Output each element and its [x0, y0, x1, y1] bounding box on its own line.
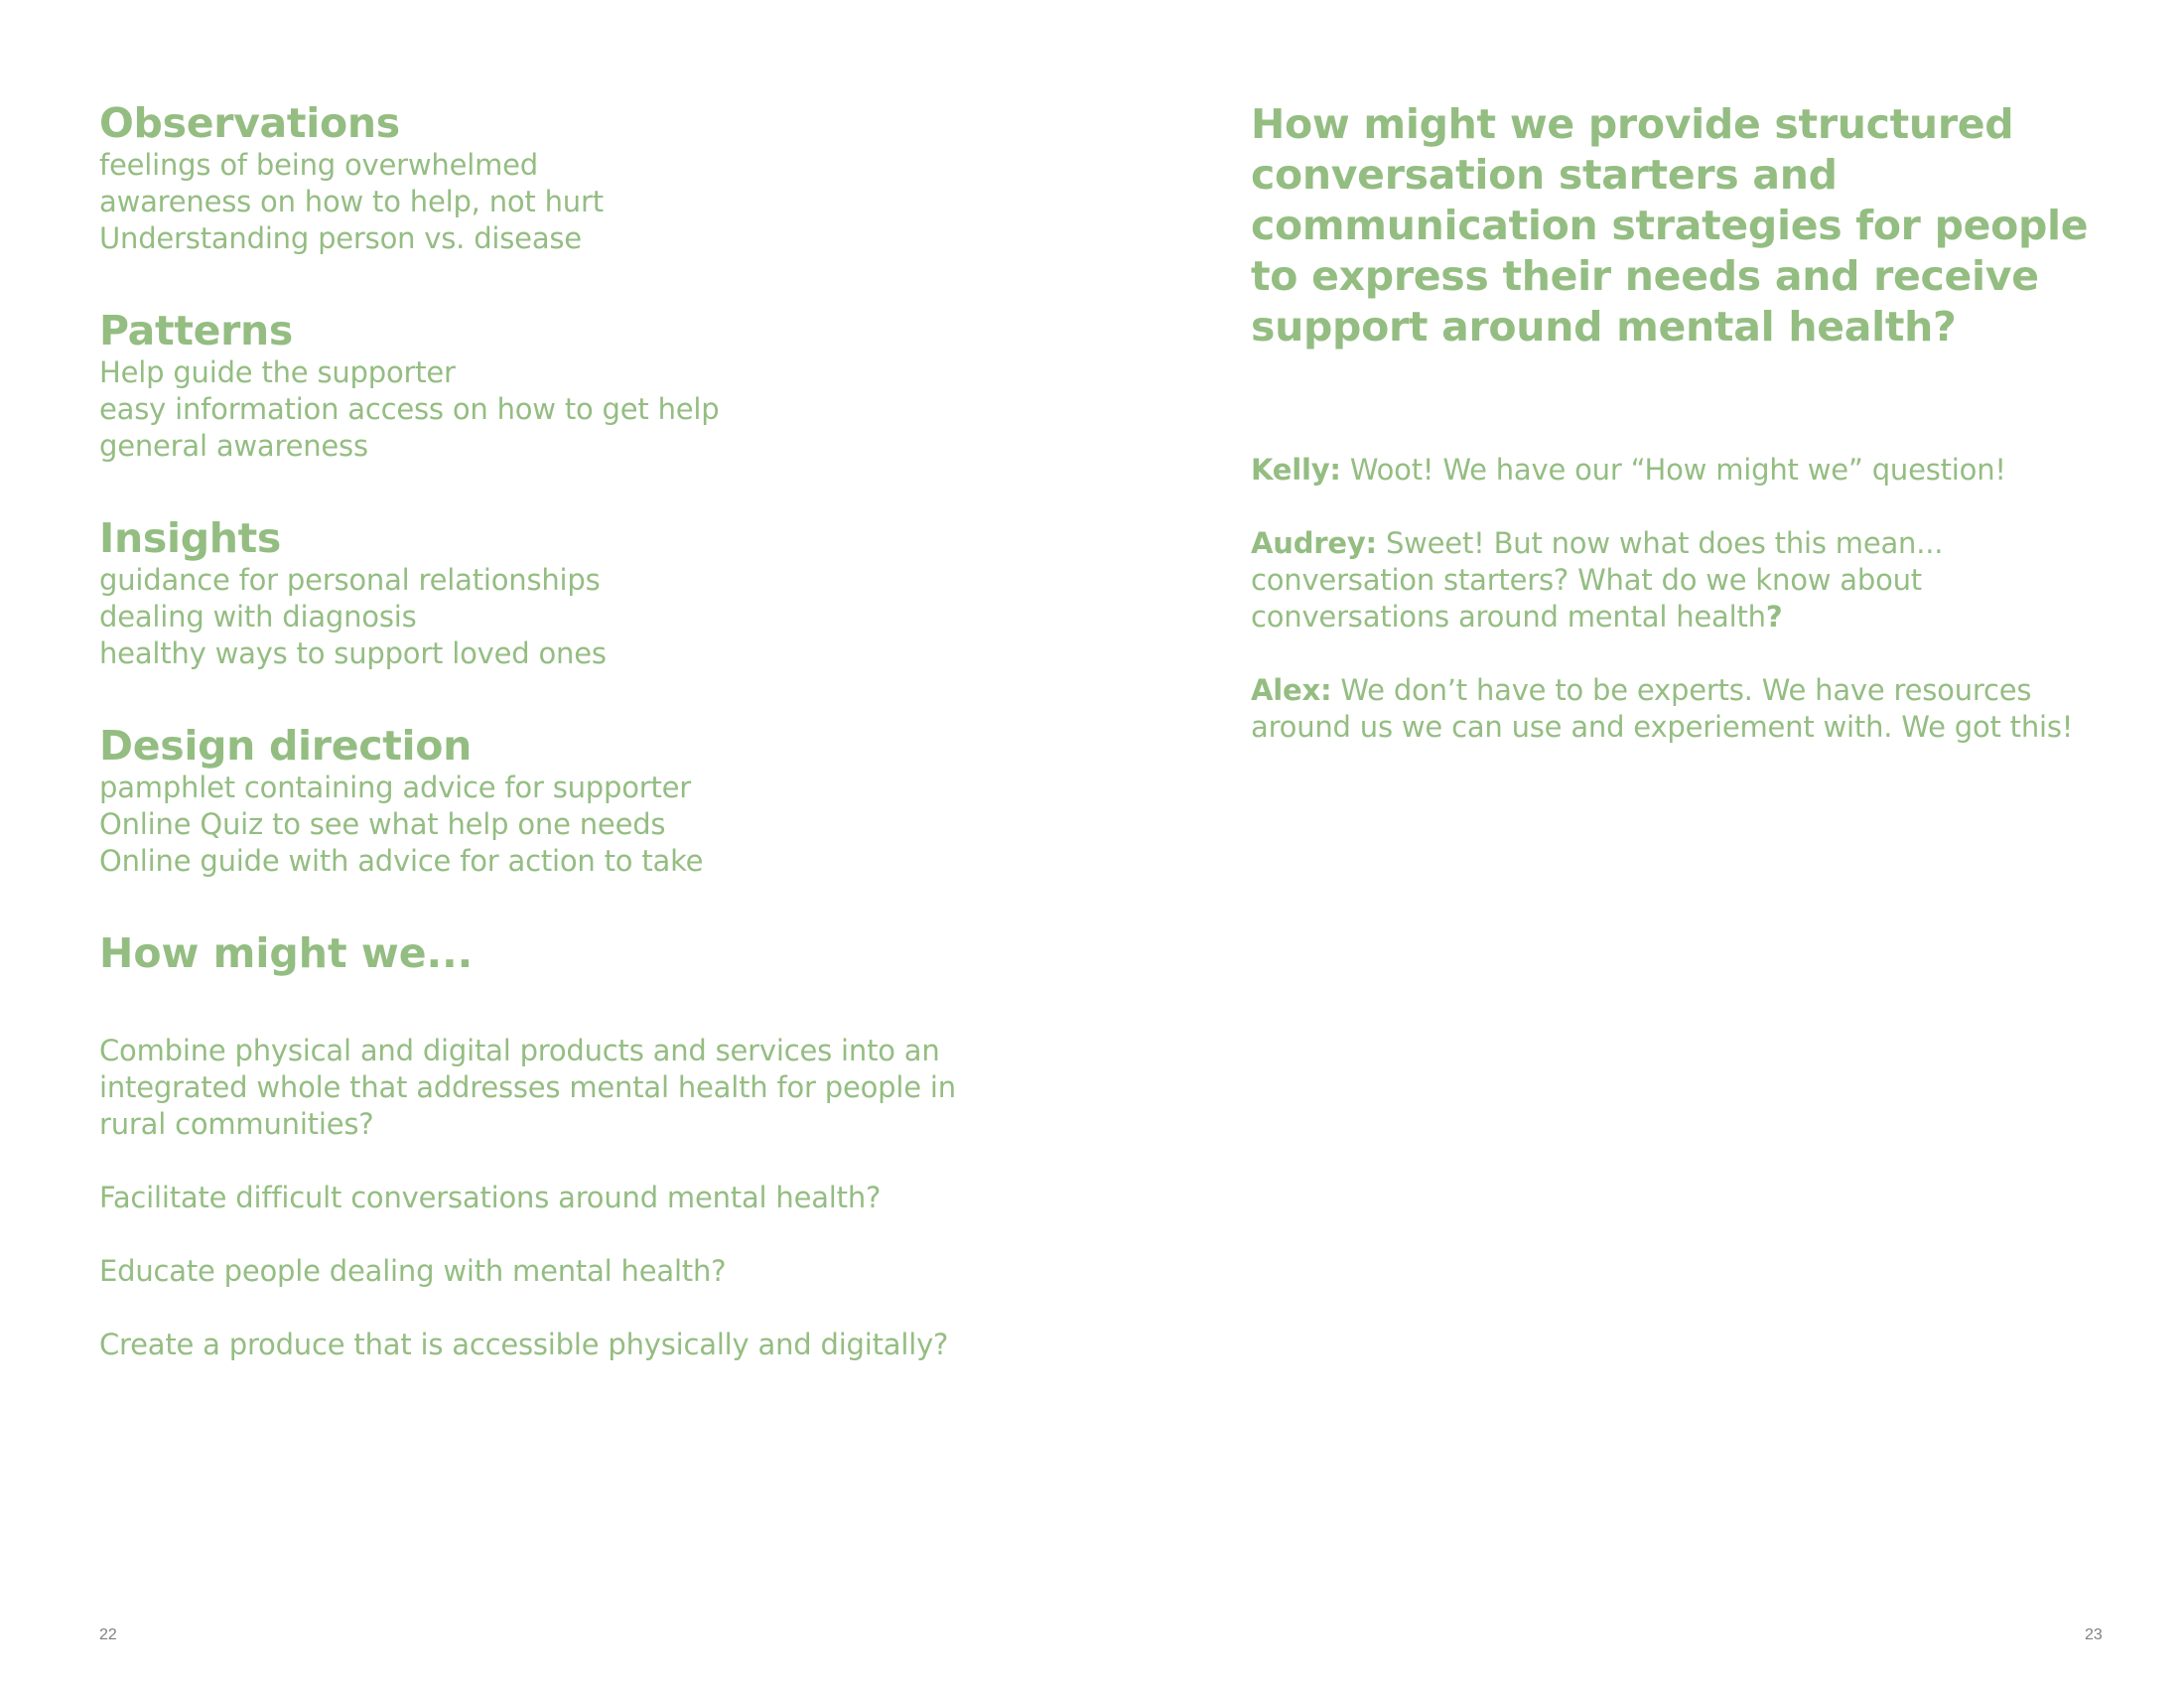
how-might-we-list: [99, 1033, 993, 1363]
section-insights: [99, 514, 993, 672]
list-item: Understanding person vs. disease: [99, 221, 582, 255]
dialogue-line-alex: [1251, 672, 2124, 746]
list-item: Help guide the supporter: [99, 355, 456, 389]
hmw-question-heading: How might we provide structured conversation starters and communication strategies for people to express their needs and receive support around mental health?: [1251, 100, 2089, 351]
list-item: awareness on how to help, not hurt: [99, 185, 604, 218]
dialogue-line-audrey: [1251, 525, 2124, 635]
how-might-we-item: Educate people dealing with mental health?: [99, 1254, 727, 1288]
dialogue-suffix: ?: [1765, 600, 1783, 633]
page-number: 22: [99, 1626, 117, 1643]
how-might-we-item: Facilitate difficult conversations around mental health?: [99, 1181, 882, 1214]
page-number: 23: [2085, 1626, 2103, 1643]
list-item: Online guide with advice for action to take: [99, 844, 704, 878]
section-title: Insights: [99, 514, 282, 562]
dialogue-text: Sweet! But now what does this mean... conversation starters? What do we know about conversations around mental health: [1251, 526, 1944, 633]
section-observations: [99, 99, 993, 257]
section-list: [99, 770, 993, 880]
section-list: [99, 147, 993, 257]
list-item: Online Quiz to see what help one needs: [99, 807, 666, 841]
speaker-name: Kelly:: [1251, 453, 1341, 487]
list-item: general awareness: [99, 429, 368, 463]
section-title: Observations: [99, 99, 400, 147]
dialogue-line-kelly: [1251, 452, 2124, 489]
speaker-name: Audrey:: [1251, 526, 1377, 560]
section-list: [99, 562, 993, 672]
section-patterns: [99, 307, 993, 465]
right-page: [1092, 0, 2184, 1688]
right-column: [1251, 99, 2144, 782]
left-column: [99, 99, 993, 1400]
how-might-we-item: Create a produce that is accessible physically and digitally?: [99, 1328, 949, 1361]
how-might-we-heading: How might we...: [99, 929, 474, 977]
section-title: Design direction: [99, 722, 473, 770]
list-item: guidance for personal relationships: [99, 563, 601, 597]
section-list: [99, 354, 993, 465]
section-design-direction: [99, 722, 993, 880]
list-item: healthy ways to support loved ones: [99, 636, 607, 670]
speaker-name: Alex:: [1251, 673, 1332, 707]
list-item: pamphlet containing advice for supporter: [99, 771, 692, 804]
how-might-we-item: Combine physical and digital products and services into an integrated whole that addresses mental health for people in rural communities?: [99, 1034, 956, 1141]
list-item: dealing with diagnosis: [99, 600, 417, 633]
section-title: Patterns: [99, 307, 294, 354]
list-item: feelings of being overwhelmed: [99, 148, 538, 182]
list-item: easy information access on how to get help: [99, 392, 720, 426]
dialogue-text: Woot! We have our “How might we” question!: [1340, 453, 2006, 487]
dialogue-text: We don’t have to be experts. We have resources around us we can use and experiement with. We got this!: [1251, 673, 2074, 744]
dialogue: [1251, 452, 2124, 746]
